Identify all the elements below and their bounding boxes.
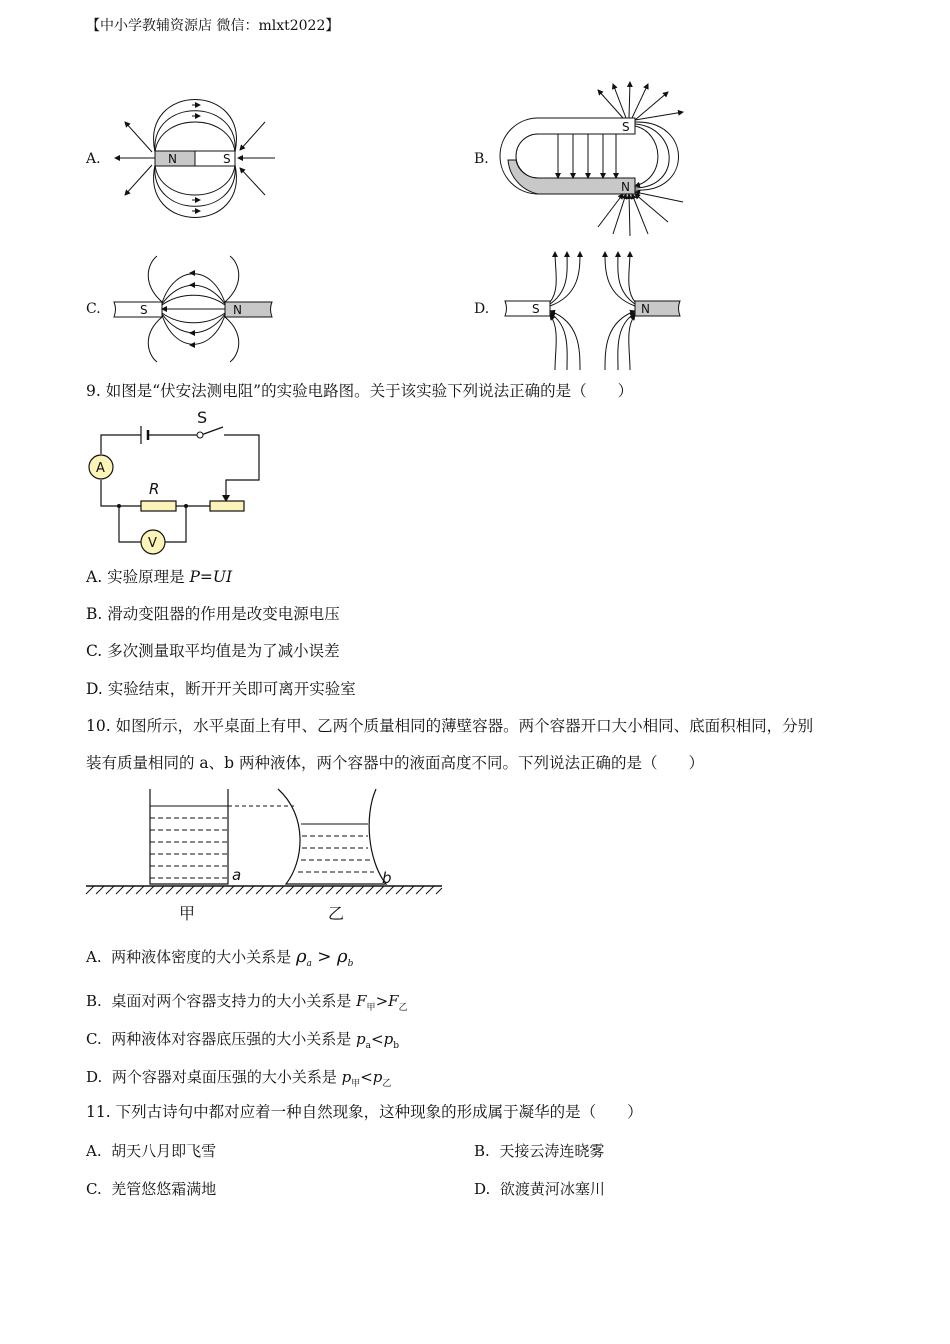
q11-option-c: C. 羌管悠悠霜满地 <box>86 1180 217 1198</box>
q9-stem: 9. 如图是“伏安法测电阻”的实验电路图。关于该实验下列说法正确的是（ ） <box>86 382 634 400</box>
q8-figure-c-unlike-poles <box>112 254 277 366</box>
q8-b-north-label: N <box>621 180 630 194</box>
q10-stem-line2: 装有质量相同的 a、b 两种液体，两个容器中的液面高度不同。下列说法正确的是（ ） <box>86 754 705 772</box>
q9-circuit-diagram <box>86 408 266 556</box>
q9-option-c: C. 多次测量取平均值是为了减小误差 <box>86 642 340 660</box>
q9-switch-label: S <box>197 408 208 427</box>
q11-option-a: A. 胡天八月即飞雪 <box>86 1142 217 1160</box>
q8-option-a-label: A. <box>86 151 101 167</box>
q8-b-south-label: S <box>622 120 630 134</box>
q8-option-b-label: B. <box>474 151 489 167</box>
q11-stem: 11. 下列古诗句中都对应着一种自然现象，这种现象的形成属于凝华的是（ ） <box>86 1103 643 1121</box>
q9-voltmeter-label: V <box>148 536 157 551</box>
q9-option-b: B. 滑动变阻器的作用是改变电源电压 <box>86 605 340 623</box>
q8-c-north-label: N <box>233 303 242 317</box>
q8-figure-b-u-magnet <box>498 82 698 237</box>
q10-option-c: C. 两种液体对容器底压强的大小关系是 $p_a<p_b$ <box>86 1030 399 1051</box>
q10-option-d: D. 两个容器对桌面压强的大小关系是 $p_甲<p_乙$ <box>86 1068 392 1089</box>
q8-c-south-label: S <box>140 303 148 317</box>
q9-option-d: D. 实验结束，断开开关即可离开实验室 <box>86 680 356 698</box>
header-watermark: 【中小学教辅资源店 微信：mlxt2022】 <box>86 18 340 34</box>
q10-container-jia-label: 甲 <box>179 904 196 923</box>
q11-option-b: B. 天接云涛连晓雾 <box>474 1142 605 1160</box>
q10-liquid-a-label: a <box>232 866 242 884</box>
q8-figure-d-repelling-poles <box>500 250 685 372</box>
q9-option-a: A. 实验原理是 P=UI <box>86 568 233 586</box>
q9-ammeter-label: A <box>96 461 105 476</box>
q10-option-b: B. 桌面对两个容器支持力的大小关系是 $F_甲>F_乙$ <box>86 992 408 1013</box>
q10-container-yi-label: 乙 <box>328 904 345 923</box>
q8-d-north-label: N <box>641 302 650 316</box>
q10-liquid-b-label: b <box>382 869 392 887</box>
q8-d-south-label: S <box>532 302 540 316</box>
q8-figure-a-bar-magnet <box>110 92 280 227</box>
q10-option-a: A. 两种液体密度的大小关系是 $\rho_a > \rho_b$ <box>86 946 354 969</box>
q10-stem-line1: 10. 如图所示，水平桌面上有甲、乙两个质量相同的薄壁容器。两个容器开口大小相同、底面积相同，分别 <box>86 717 814 735</box>
q8-option-c-label: C. <box>86 301 101 317</box>
q11-option-d: D. 欲渡黄河冰塞川 <box>474 1180 605 1198</box>
q8-a-south-label: S <box>223 152 231 166</box>
q8-a-north-label: N <box>168 152 177 166</box>
q9-resistor-label: R <box>149 480 160 498</box>
q10-containers-figure <box>86 786 446 926</box>
q8-option-d-label: D. <box>474 301 490 317</box>
